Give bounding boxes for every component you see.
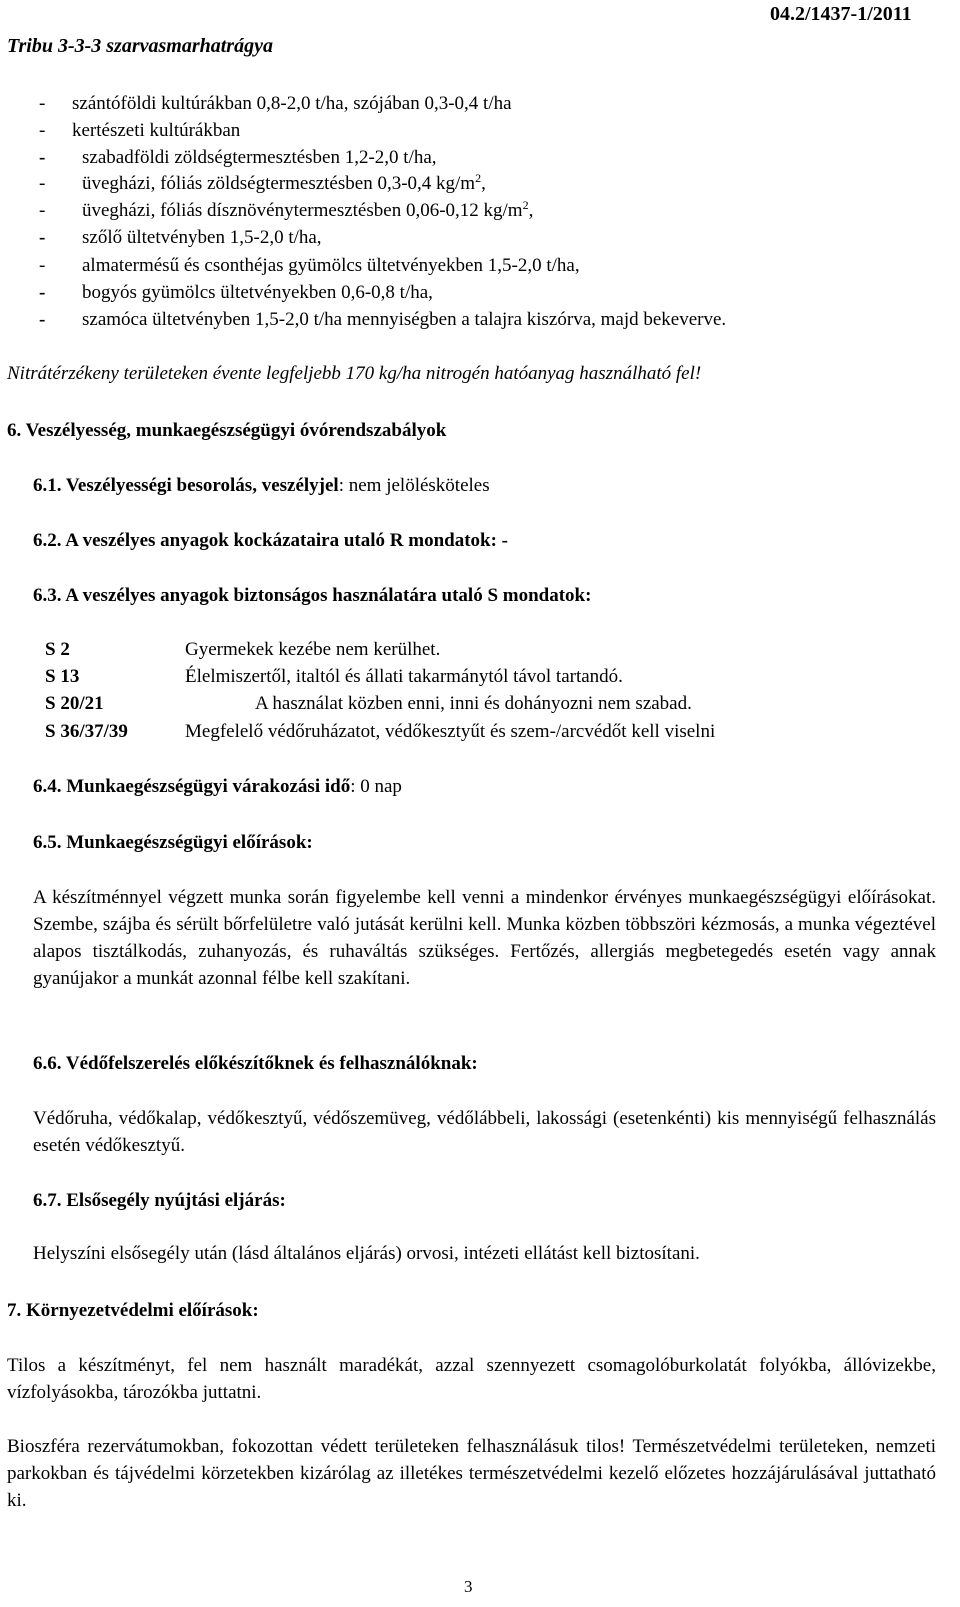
superscript: 2	[475, 171, 482, 185]
list-dash: -	[39, 255, 46, 276]
list-item-tail: ,	[481, 173, 486, 194]
list-dash: -	[39, 282, 46, 303]
list-item	[39, 307, 726, 333]
subsection-6-6: 6.6. Védőfelszerelés előkészítőknek és felhasználóknak:	[33, 1053, 478, 1074]
subsection-6-5-text: A készítménnyel végzett munka során figyelembe kell venni a mindenkor érvényes munkaegészségügyi előírásokat. Szembe, szájba és sérült bőrfelületre való jutását kerülni kell. Munka közben többszöri kézmosás, a munka végeztével alapos tisztálkodás, zuhanyozás, és ruhaváltás szükséges. Fertőzés, allergiás megbetegedés esetén vagy annak gyanújakor a munkát azonnal félbe kell szakítani.	[33, 887, 936, 989]
section-6-title: 6. Veszélyesség, munkaegészségügyi óvórendszabályok	[7, 420, 447, 441]
list-dash: -	[39, 120, 46, 141]
list-item	[39, 171, 486, 197]
subsection-6-7: 6.7. Elsősegély nyújtási eljárás:	[33, 1190, 286, 1211]
section-7-paragraph-1: Tilos a készítményt, fel nem használt maradékát, azzal szennyezett csomagolóburkolatát folyókba, állóvizekbe, vízfolyásokba, tározókba juttatni.	[7, 1355, 936, 1403]
s-phrase-row	[45, 719, 128, 745]
s-phrase-row	[45, 691, 104, 717]
nitrate-note: Nitrátérzékeny területeken évente legfeljebb 170 kg/ha nitrogén hatóanyag használható fel!	[7, 363, 702, 384]
s-phrase-text: Élelmiszertől, italtól és állati takarmánytól távol tartandó.	[185, 666, 623, 687]
s-phrase-text: Gyermekek kezébe nem kerülhet.	[185, 639, 441, 660]
s-phrase-text: Megfelelő védőruházatot, védőkesztyűt és szem-/arcvédőt kell viselni	[185, 721, 716, 742]
subsection-6-2: 6.2. A veszélyes anyagok kockázataira utaló R mondatok: -	[33, 530, 508, 551]
header-document-number: 04.2/1437-1/2011	[770, 3, 912, 25]
list-item	[39, 145, 437, 171]
list-item-text: üvegházi, fóliás dísznövénytermesztésben 0,06-0,12 kg/m	[82, 200, 523, 221]
s-phrase-row	[45, 637, 70, 663]
list-item-tail: ,	[528, 200, 534, 221]
superscript: 2	[522, 198, 529, 212]
list-item	[39, 225, 322, 251]
subsection-6-7-text: Helyszíni elsősegély után (lásd általános eljárás) orvosi, intézeti ellátást kell biztosítani.	[33, 1243, 700, 1264]
subsection-6-1-label: 6.1. Veszélyességi besorolás, veszélyjel	[33, 475, 339, 496]
subsection-6-4-value: : 0 nap	[350, 776, 402, 797]
list-item-text: szabadföldi zöldségtermesztésben 1,2-2,0 t/ha,	[82, 147, 437, 168]
list-dash: -	[39, 147, 46, 168]
list-dash: -	[39, 227, 46, 248]
subsection-6-4-label: 6.4. Munkaegészségügyi várakozási idő	[33, 776, 351, 797]
list-item-text: szőlő ültetvényben 1,5-2,0 t/ha,	[82, 227, 322, 248]
list-dash: -	[39, 200, 46, 221]
s-phrase-code: S 2	[45, 639, 70, 660]
s-phrase-text: A használat közben enni, inni és dohányozni nem szabad.	[255, 693, 692, 714]
list-dash: -	[39, 309, 46, 330]
subsection-6-3: 6.3. A veszélyes anyagok biztonságos használatára utaló S mondatok:	[33, 585, 592, 606]
subsection-6-4	[33, 774, 402, 800]
list-item-text: almatermésű és csonthéjas gyümölcs ültetvényekben 1,5-2,0 t/ha,	[82, 255, 580, 276]
subsection-6-5: 6.5. Munkaegészségügyi előírások:	[33, 832, 313, 853]
s-phrase-row	[45, 664, 79, 690]
list-item	[39, 253, 580, 279]
page-number: 3	[464, 1577, 473, 1596]
list-item	[39, 198, 533, 224]
list-item-text: bogyós gyümölcs ültetvényekben 0,6-0,8 t/ha,	[82, 282, 433, 303]
section-7-paragraph-2: Bioszféra rezervátumokban, fokozottan védett területeken felhasználásuk tilos! Természetvédelmi területeken, nemzeti parkokban és tájvédelmi körzetekben kizárólag az illetékes természetvédelmi kezelő előzetes hozzájárulásával juttatható ki.	[7, 1436, 936, 1511]
list-item-text: szántóföldi kultúrákban 0,8-2,0 t/ha, szójában 0,3-0,4 t/ha	[72, 93, 512, 114]
header-product-name: Tribu 3-3-3 szarvasmarhatrágya	[7, 35, 273, 57]
section-7-title: 7. Környezetvédelmi előírások:	[7, 1300, 259, 1321]
subsection-6-6-text: Védőruha, védőkalap, védőkesztyű, védőszemüveg, védőlábbeli, lakossági (esetenkénti) kis mennyiségű felhasználás esetén védőkesztyű.	[33, 1108, 936, 1156]
s-phrase-code: S 20/21	[45, 693, 104, 714]
list-dash: -	[39, 93, 46, 114]
subsection-6-1-value: : nem jelölésköteles	[338, 475, 490, 496]
list-item	[39, 118, 240, 144]
s-phrase-code: S 13	[45, 666, 80, 687]
list-item	[39, 91, 512, 117]
list-item	[39, 280, 433, 306]
subsection-6-1	[33, 473, 490, 499]
list-item-text: szamóca ültetvényben 1,5-2,0 t/ha mennyiségben a talajra kiszórva, majd bekeverve.	[82, 309, 727, 330]
list-dash: -	[39, 173, 46, 194]
list-item-text: üvegházi, fóliás zöldségtermesztésben 0,3-0,4 kg/m	[82, 173, 476, 194]
s-phrase-code: S 36/37/39	[45, 721, 128, 742]
list-item-text: kertészeti kultúrákban	[72, 120, 241, 141]
